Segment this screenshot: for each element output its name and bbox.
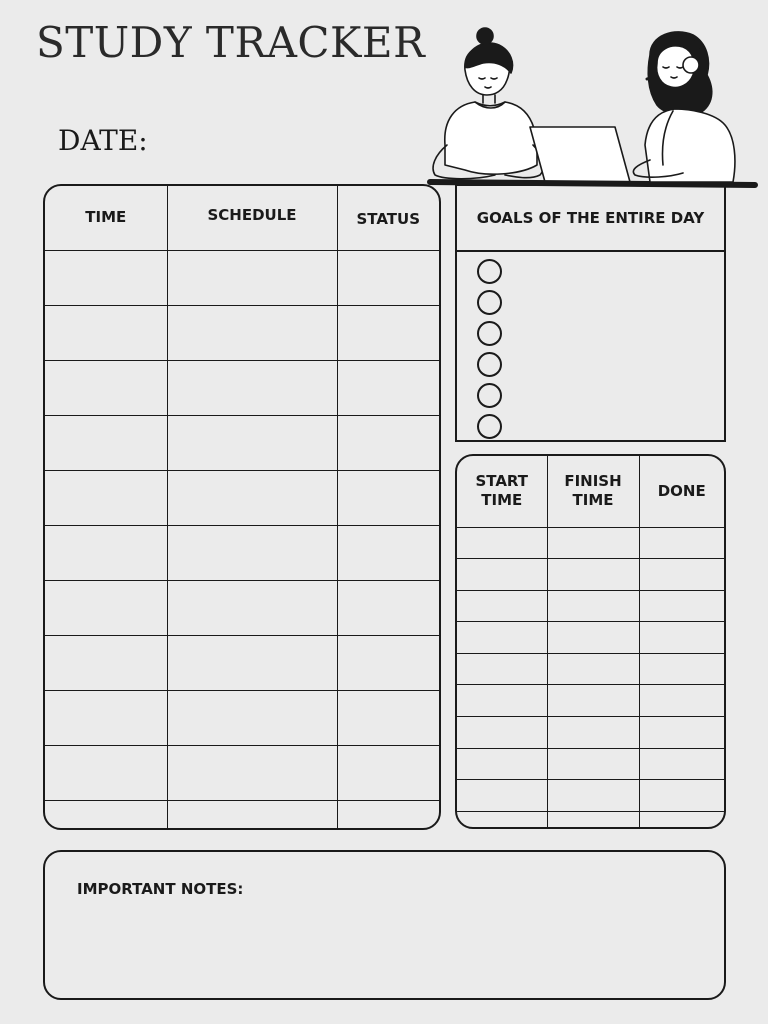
time-cell[interactable] [45, 360, 167, 415]
status-cell[interactable] [337, 800, 439, 828]
table-row [45, 525, 439, 580]
finish-time-cell[interactable] [547, 748, 639, 780]
goal-checkbox[interactable] [477, 259, 502, 284]
done-cell[interactable] [639, 559, 724, 591]
schedule-cell[interactable] [167, 470, 337, 525]
table-row [457, 527, 724, 559]
goals-box [455, 184, 726, 442]
start-time-cell[interactable] [457, 590, 547, 622]
table-row [45, 745, 439, 800]
done-cell[interactable] [639, 780, 724, 812]
finish-time-cell[interactable] [547, 653, 639, 685]
status-column-header: STATUS [337, 186, 439, 250]
table-row [457, 685, 724, 717]
table-row [457, 653, 724, 685]
table-row [457, 622, 724, 654]
finish-time-cell[interactable] [547, 780, 639, 812]
goal-item [477, 349, 724, 380]
finish-time-cell[interactable] [547, 559, 639, 591]
table-row [457, 780, 724, 812]
table-row [45, 305, 439, 360]
schedule-cell[interactable] [167, 690, 337, 745]
schedule-cell[interactable] [167, 305, 337, 360]
table-row [45, 690, 439, 745]
goal-checkbox[interactable] [477, 321, 502, 346]
goal-checkbox[interactable] [477, 290, 502, 315]
start-time-cell[interactable] [457, 716, 547, 748]
done-cell[interactable] [639, 685, 724, 717]
start-time-cell[interactable] [457, 622, 547, 654]
goal-item [477, 411, 724, 442]
table-row [45, 250, 439, 305]
schedule-column-header: SCHEDULE [167, 186, 337, 250]
done-cell[interactable] [639, 748, 724, 780]
start-time-cell[interactable] [457, 685, 547, 717]
schedule-cell[interactable] [167, 635, 337, 690]
table-row [45, 360, 439, 415]
time-cell[interactable] [45, 800, 167, 828]
schedule-cell[interactable] [167, 250, 337, 305]
status-cell[interactable] [337, 360, 439, 415]
schedule-cell[interactable] [167, 525, 337, 580]
goal-item [477, 256, 724, 287]
time-cell[interactable] [45, 250, 167, 305]
status-cell[interactable] [337, 745, 439, 800]
done-cell[interactable] [639, 622, 724, 654]
status-cell[interactable] [337, 690, 439, 745]
done-cell[interactable] [639, 590, 724, 622]
schedule-cell[interactable] [167, 415, 337, 470]
table-row [457, 811, 724, 827]
table-row [45, 800, 439, 828]
time-cell[interactable] [45, 690, 167, 745]
time-column-header: TIME [45, 186, 167, 250]
done-cell[interactable] [639, 527, 724, 559]
start-time-cell[interactable] [457, 811, 547, 827]
finish-time-cell[interactable] [547, 716, 639, 748]
schedule-cell[interactable] [167, 580, 337, 635]
status-cell[interactable] [337, 580, 439, 635]
start-time-column-header: START TIME [457, 456, 547, 527]
goals-header: GOALS OF THE ENTIRE DAY [457, 186, 724, 252]
status-cell[interactable] [337, 525, 439, 580]
goal-item [477, 287, 724, 318]
finish-time-column-header: FINISH TIME [547, 456, 639, 527]
goal-checkbox[interactable] [477, 414, 502, 439]
table-row [45, 635, 439, 690]
table-row [45, 470, 439, 525]
date-label: DATE: [58, 124, 148, 157]
start-time-cell[interactable] [457, 653, 547, 685]
status-cell[interactable] [337, 635, 439, 690]
important-notes-label: IMPORTANT NOTES: [77, 880, 244, 898]
schedule-cell[interactable] [167, 800, 337, 828]
table-row [457, 748, 724, 780]
table-row [45, 415, 439, 470]
schedule-cell[interactable] [167, 360, 337, 415]
start-time-cell[interactable] [457, 527, 547, 559]
table-row [457, 590, 724, 622]
important-notes-box[interactable] [43, 850, 726, 1000]
done-column-header: DONE [639, 456, 724, 527]
finish-time-cell[interactable] [547, 811, 639, 827]
done-cell[interactable] [639, 653, 724, 685]
finish-time-cell[interactable] [547, 685, 639, 717]
finish-time-cell[interactable] [547, 622, 639, 654]
status-cell[interactable] [337, 305, 439, 360]
goal-item [477, 318, 724, 349]
time-cell[interactable] [45, 470, 167, 525]
time-cell[interactable] [45, 745, 167, 800]
schedule-table [43, 184, 441, 830]
done-cell[interactable] [639, 716, 724, 748]
start-time-cell[interactable] [457, 748, 547, 780]
time-cell[interactable] [45, 635, 167, 690]
time-cell[interactable] [45, 525, 167, 580]
two-people-studying-illustration [425, 25, 760, 210]
start-time-cell[interactable] [457, 559, 547, 591]
status-cell[interactable] [337, 415, 439, 470]
goal-item [477, 380, 724, 411]
goals-list [457, 252, 724, 442]
done-cell[interactable] [639, 811, 724, 827]
time-log-table [455, 454, 726, 829]
time-cell[interactable] [45, 305, 167, 360]
table-row [457, 716, 724, 748]
status-cell[interactable] [337, 470, 439, 525]
table-row [457, 559, 724, 591]
page-title: STUDY TRACKER [36, 18, 426, 67]
time-cell[interactable] [45, 580, 167, 635]
goal-checkbox[interactable] [477, 383, 502, 408]
table-row [45, 580, 439, 635]
finish-time-cell[interactable] [547, 590, 639, 622]
goal-checkbox[interactable] [477, 352, 502, 377]
finish-time-cell[interactable] [547, 527, 639, 559]
schedule-cell[interactable] [167, 745, 337, 800]
start-time-cell[interactable] [457, 780, 547, 812]
time-cell[interactable] [45, 415, 167, 470]
status-cell[interactable] [337, 250, 439, 305]
